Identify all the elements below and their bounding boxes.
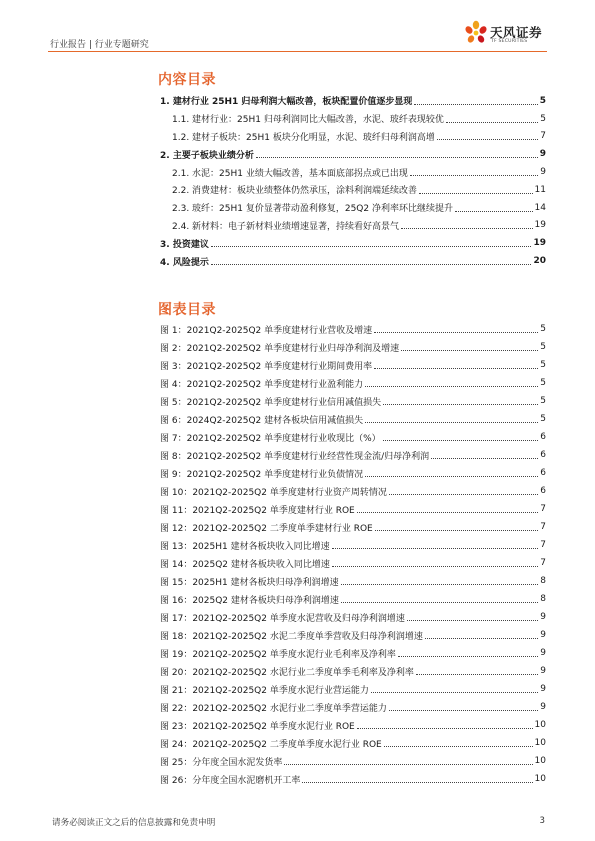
dot-leader [332,566,538,567]
toc-entry[interactable] [172,128,546,146]
dot-leader [419,193,533,194]
figure-entry[interactable] [160,356,546,374]
figure-entry-page: 6 [540,468,546,478]
figure-entry-page: 10 [534,738,546,748]
dot-leader [383,440,539,441]
figure-entry[interactable] [160,446,546,464]
figure-list-title: 图表目录 [158,302,216,318]
logo-text-en: TF SECURITIES [491,39,528,44]
figure-entry-page: 5 [540,360,546,370]
toc-title: 内容目录 [158,72,216,88]
dot-leader [455,211,533,212]
toc-entry-page: 9 [539,149,546,160]
dot-leader [414,104,537,105]
toc-entry-title: 2.2. 消费建材：板块业绩整体仍然承压，涂料利润端延续改善 [172,186,418,197]
figure-entry-title: 图 17：2021Q2-2025Q2 单季度水泥营收及归母净利润增速 [160,613,405,624]
dot-leader [383,404,538,405]
figure-entry[interactable] [160,482,546,500]
toc-entry-page: 20 [533,256,546,267]
figure-entry-page: 6 [540,486,546,496]
dot-leader [341,602,538,603]
tianfeng-logo-icon [464,20,488,46]
figure-entry-title: 图 10：2021Q2-2025Q2 单季度建材行业资产周转情况 [160,487,387,498]
toc-entry[interactable] [172,199,546,217]
figure-entry[interactable] [160,608,546,626]
dot-leader [365,386,538,387]
figure-entry[interactable] [160,392,546,410]
toc-entry-page: 9 [540,167,546,178]
dot-leader [410,175,538,176]
toc-entry-page: 14 [534,202,546,213]
dot-leader [389,494,538,495]
dot-leader [284,764,532,765]
dot-leader [365,422,538,423]
figure-entry[interactable] [160,734,546,752]
dot-leader [256,157,538,158]
toc-entry[interactable] [160,145,546,163]
dot-leader [401,350,538,351]
figure-entry[interactable] [160,626,546,644]
dot-leader [398,656,538,657]
toc-entry-page: 19 [534,220,546,231]
dot-leader [357,728,533,729]
footer-disclaimer: 请务必阅读正文之后的信息披露和免责申明 [52,818,216,828]
toc-entry-title: 1.2. 建材子板块：25H1 板块分化明显，水泥、玻纤归母利润高增 [172,132,435,143]
figure-entry-page: 7 [540,540,546,550]
figure-entry-title: 图 5：2021Q2-2025Q2 单季度建材行业信用减值损失 [160,397,382,408]
dot-leader [341,584,539,585]
figure-entry-title: 图 1：2021Q2-2025Q2 单季度建材行业营收及增速 [160,325,373,336]
figure-entry-page: 5 [540,324,546,334]
figure-entry[interactable] [160,554,546,572]
figure-entry-title: 图 6：2024Q2-2025Q2 建材各板块信用减值损失 [160,415,364,426]
figure-entry-title: 图 14：2025Q2 建材各板块收入同比增速 [160,559,330,570]
figure-entry[interactable] [160,428,546,446]
dot-leader [371,692,538,693]
dot-leader [374,332,538,333]
toc-entry-page: 11 [534,184,546,195]
dot-leader [211,264,532,265]
figure-entry-page: 7 [540,558,546,568]
figure-entry[interactable] [160,644,546,662]
figure-entry[interactable] [160,464,546,482]
figure-entry-title: 图 23：2021Q2-2025Q2 单季度水泥行业 ROE [160,721,355,732]
figure-entry[interactable] [160,338,546,356]
toc-entry-title: 2.4. 新材料：电子新材料业绩增速显著，持续看好高景气 [172,221,400,232]
dot-leader [437,139,538,140]
figure-entry-title: 图 21：2021Q2-2025Q2 单季度水泥行业营运能力 [160,685,369,696]
dot-leader [375,530,539,531]
figure-entry[interactable] [160,770,546,788]
dot-leader [332,548,539,549]
figure-entry-title: 图 9：2021Q2-2025Q2 单季度建材行业负债情况 [160,469,364,480]
figure-entry-page: 9 [540,702,546,712]
figure-entry-page: 7 [540,504,546,514]
report-type-label: 行业报告 | 行业专题研究 [50,40,149,50]
toc-entry[interactable] [160,252,546,270]
toc-entry-page: 19 [533,238,546,249]
dot-leader [431,458,538,459]
figure-entry-page: 5 [540,342,546,352]
figure-entry-title: 图 2：2021Q2-2025Q2 单季度建材行业归母净利润及增速 [160,343,400,354]
figure-entry-title: 图 12：2021Q2-2025Q2 二季度单季建材行业 ROE [160,523,373,534]
figure-entry-page: 7 [540,522,546,532]
figure-entry-title: 图 18：2021Q2-2025Q2 水泥二季度单季营收及归母净利润增速 [160,631,423,642]
toc-entry[interactable] [172,163,546,181]
toc-list [160,92,546,270]
figure-entry-page: 9 [540,612,546,622]
toc-entry[interactable] [172,217,546,235]
dot-leader [374,368,538,369]
toc-entry-page: 7 [540,131,546,142]
dot-leader [446,122,538,123]
figure-entry-page: 9 [540,684,546,694]
figure-entry-title: 图 7：2021Q2-2025Q2 单季度建材行业收现比（%） [160,433,381,444]
dot-leader [425,638,538,639]
figure-entry-title: 图 15：2025H1 建材各板块归母净利润增速 [160,577,339,588]
dot-leader [401,228,533,229]
figure-entry-page: 6 [540,432,546,442]
figure-entry-title: 图 16：2025Q2 建材各板块归母净利润增速 [160,595,339,606]
toc-entry-title: 3. 投资建议 [160,239,209,250]
figure-entry[interactable] [160,716,546,734]
dot-leader [357,512,539,513]
dot-leader [389,710,538,711]
figure-entry-title: 图 4：2021Q2-2025Q2 单季度建材行业盈利能力 [160,379,364,390]
figure-entry-title: 图 24：2021Q2-2025Q2 二季度单季度水泥行业 ROE [160,739,382,750]
dot-leader [365,476,538,477]
figure-entry-title: 图 25：分年度全国水泥发货率 [160,757,283,768]
toc-entry-title: 1.1. 建材行业：25H1 归母利润同比大幅改善，水泥、玻纤表现较优 [172,115,444,126]
toc-entry-title: 4. 风险提示 [160,257,209,268]
figure-entry-title: 图 26：分年度全国水泥磨机开工率 [160,775,301,786]
toc-entry[interactable] [160,234,546,252]
figure-entry[interactable] [160,572,546,590]
figure-entry-page: 9 [540,648,546,658]
figure-entry-page: 8 [540,576,546,586]
toc-entry[interactable] [160,92,546,110]
figure-entry-page: 5 [540,396,546,406]
toc-entry[interactable] [172,110,546,128]
figure-entry[interactable] [160,410,546,428]
figure-entry-title: 图 11：2021Q2-2025Q2 单季度建材行业 ROE [160,505,355,516]
figure-entry[interactable] [160,518,546,536]
figure-entry[interactable] [160,374,546,392]
toc-entry-title: 2.1. 水泥：25H1 业绩大幅改善，基本面底部拐点或已出现 [172,168,408,179]
figure-entry[interactable] [160,500,546,518]
figure-entry[interactable] [160,698,546,716]
figure-entry-page: 9 [540,666,546,676]
figure-entry-title: 图 8：2021Q2-2025Q2 单季度建材行业经营性现金流/归母净利润 [160,451,430,462]
figure-entry-page: 5 [540,378,546,388]
dot-leader [407,620,538,621]
toc-entry[interactable] [172,181,546,199]
dot-leader [211,246,532,247]
toc-entry-title: 1. 建材行业 25H1 归母利润大幅改善，板块配置价值逐步显现 [160,97,413,108]
toc-entry-page: 5 [539,95,546,106]
logo-text-cn: 天风证券 [490,25,543,40]
figure-entry-page: 9 [540,630,546,640]
figure-entry[interactable] [160,680,546,698]
toc-entry-page: 5 [540,113,546,124]
dot-leader [302,782,532,783]
figure-entry-title: 图 19：2021Q2-2025Q2 单季度水泥行业毛利率及净利率 [160,649,396,660]
figure-entry-page: 10 [534,774,546,784]
figure-entry-page: 5 [540,414,546,424]
dot-leader [384,746,533,747]
figure-entry[interactable] [160,662,546,680]
figure-entry-title: 图 22：2021Q2-2025Q2 水泥行业二季度单季营运能力 [160,703,387,714]
figure-entry[interactable] [160,320,546,338]
figure-entry-page: 10 [534,720,546,730]
header-divider [48,51,547,52]
figure-entry-page: 8 [540,594,546,604]
figure-entry[interactable] [160,590,546,608]
toc-entry-title: 2.3. 玻纤：25H1 复价显著带动盈利修复，25Q2 净利率环比继续提升 [172,204,453,215]
page-number: 3 [539,816,545,826]
figure-entry[interactable] [160,752,546,770]
dot-leader [416,674,538,675]
figure-entry-title: 图 3：2021Q2-2025Q2 单季度建材行业期间费用率 [160,361,373,372]
figure-list [160,320,546,788]
toc-entry-title: 2. 主要子板块业绩分析 [160,150,254,161]
figure-entry-title: 图 20：2021Q2-2025Q2 水泥行业二季度单季毛利率及净利率 [160,667,414,678]
figure-entry-page: 6 [540,450,546,460]
brand-logo [464,20,550,48]
figure-entry-title: 图 13：2025H1 建材各板块收入同比增速 [160,541,330,552]
figure-entry[interactable] [160,536,546,554]
figure-entry-page: 10 [534,756,546,766]
